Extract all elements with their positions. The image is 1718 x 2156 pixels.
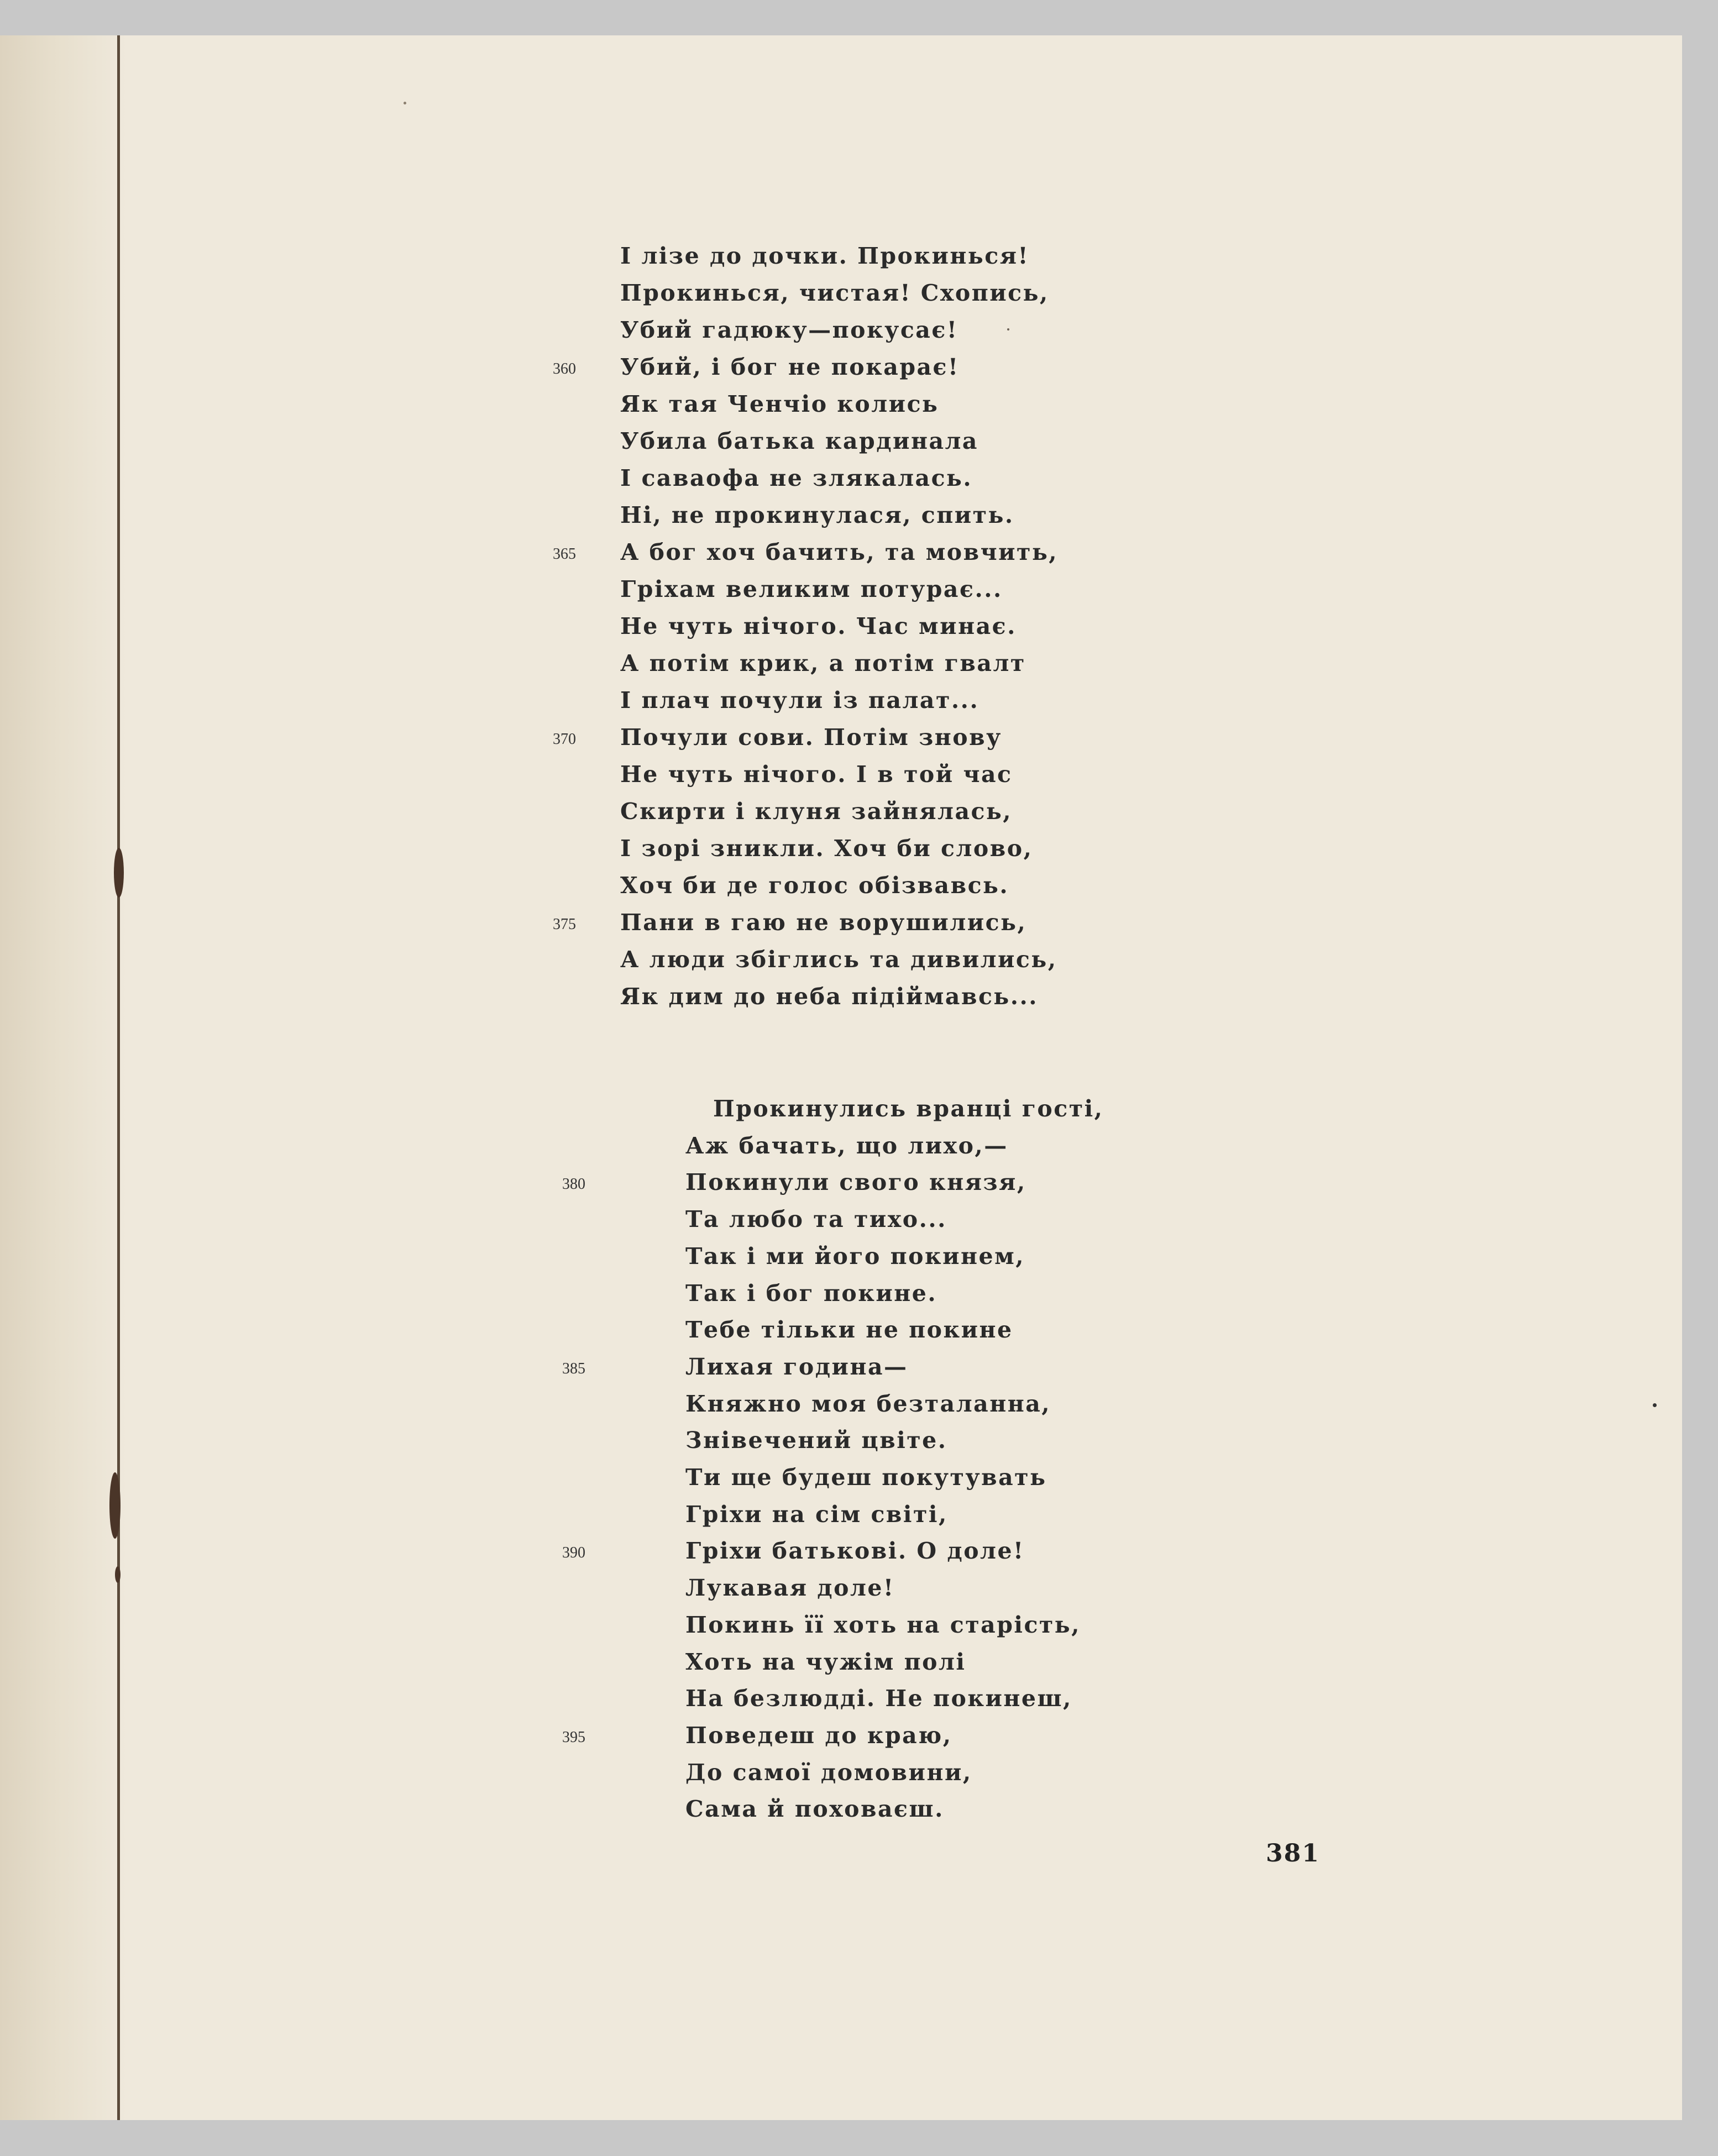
line-number: 370 <box>553 731 576 748</box>
verse-line: На безлюдді. Не покинеш, <box>685 1685 1072 1712</box>
verse-line: Прокинься, чистая! Схопись, <box>620 280 1049 306</box>
verse-line: Прокинулись вранці гості, <box>713 1095 1104 1122</box>
page-number: 381 <box>1266 1839 1320 1868</box>
verse-line: Та любо та тихо... <box>685 1206 947 1232</box>
verse-line: І зорі зникли. Хоч би слово, <box>620 835 1033 862</box>
line-number: 360 <box>553 360 576 377</box>
verse-line: Княжно моя безталанна, <box>685 1391 1051 1417</box>
line-number: 365 <box>553 545 576 563</box>
verse-line: Ти ще будеш покутувать <box>685 1464 1047 1491</box>
line-number: 385 <box>562 1360 585 1377</box>
poem-text <box>0 35 1682 2120</box>
verse-line: Гріхи на сім світі, <box>685 1501 948 1528</box>
verse-line: Аж бачать, що лихо,— <box>685 1132 1008 1159</box>
line-number: 395 <box>562 1729 585 1746</box>
verse-line: Убий гадюку—покусає! <box>620 317 958 343</box>
verse-line: Не чуть нічого. Час минає. <box>620 613 1017 639</box>
verse-line: Тебе тільки не покине <box>685 1316 1013 1343</box>
verse-line: До самої домовини, <box>685 1759 972 1786</box>
verse-line: Скирти і клуня зайнялась, <box>620 798 1013 825</box>
verse-line: Гріхам великим потурає... <box>620 576 1003 602</box>
verse-line: Ні, не прокинулася, спить. <box>620 502 1014 528</box>
verse-line: А бог хоч бачить, та мовчить, <box>620 539 1059 565</box>
verse-line: І плач почули із палат... <box>620 687 980 714</box>
verse-line: Пани в гаю не ворушились, <box>620 909 1027 936</box>
verse-line: Сама й поховаєш. <box>685 1796 944 1822</box>
line-number: 380 <box>562 1176 585 1193</box>
verse-line: Так і ми його покинем, <box>685 1243 1025 1270</box>
verse-line: Почули сови. Потім знову <box>620 724 1002 751</box>
verse-line: Знівечений цвіте. <box>685 1427 947 1454</box>
verse-line: Не чуть нічого. І в той час <box>620 761 1013 788</box>
verse-line: І лізе до дочки. Прокинься! <box>620 243 1029 269</box>
verse-line: Як тая Ченчіо колись <box>620 391 939 417</box>
verse-line: Хоть на чужім полі <box>685 1649 966 1675</box>
verse-line: Покинь її хоть на старість, <box>685 1612 1081 1638</box>
line-number: 390 <box>562 1544 585 1561</box>
verse-line: Покинули свого князя, <box>685 1169 1026 1195</box>
verse-line: Убила батька кардинала <box>620 428 978 454</box>
verse-line: Лихая година— <box>685 1354 908 1380</box>
verse-line: А люди збіглись та дивились, <box>620 946 1057 973</box>
verse-line: Убий, і бог не покарає! <box>620 354 960 380</box>
verse-line: Хоч би де голос обізвавсь. <box>620 872 1009 899</box>
verse-line: Лукавая доле! <box>685 1575 895 1601</box>
verse-line: І саваофа не злякалась. <box>620 465 973 491</box>
scanned-page <box>0 35 1682 2120</box>
verse-line: А потім крик, а потім гвалт <box>620 650 1026 676</box>
verse-line: Так і бог покине. <box>685 1280 937 1307</box>
verse-line: Поведеш до краю, <box>685 1722 952 1749</box>
verse-line: Гріхи батькові. О доле! <box>685 1538 1025 1564</box>
line-number: 375 <box>553 916 576 933</box>
verse-line: Як дим до неба підіймавсь... <box>620 983 1039 1010</box>
